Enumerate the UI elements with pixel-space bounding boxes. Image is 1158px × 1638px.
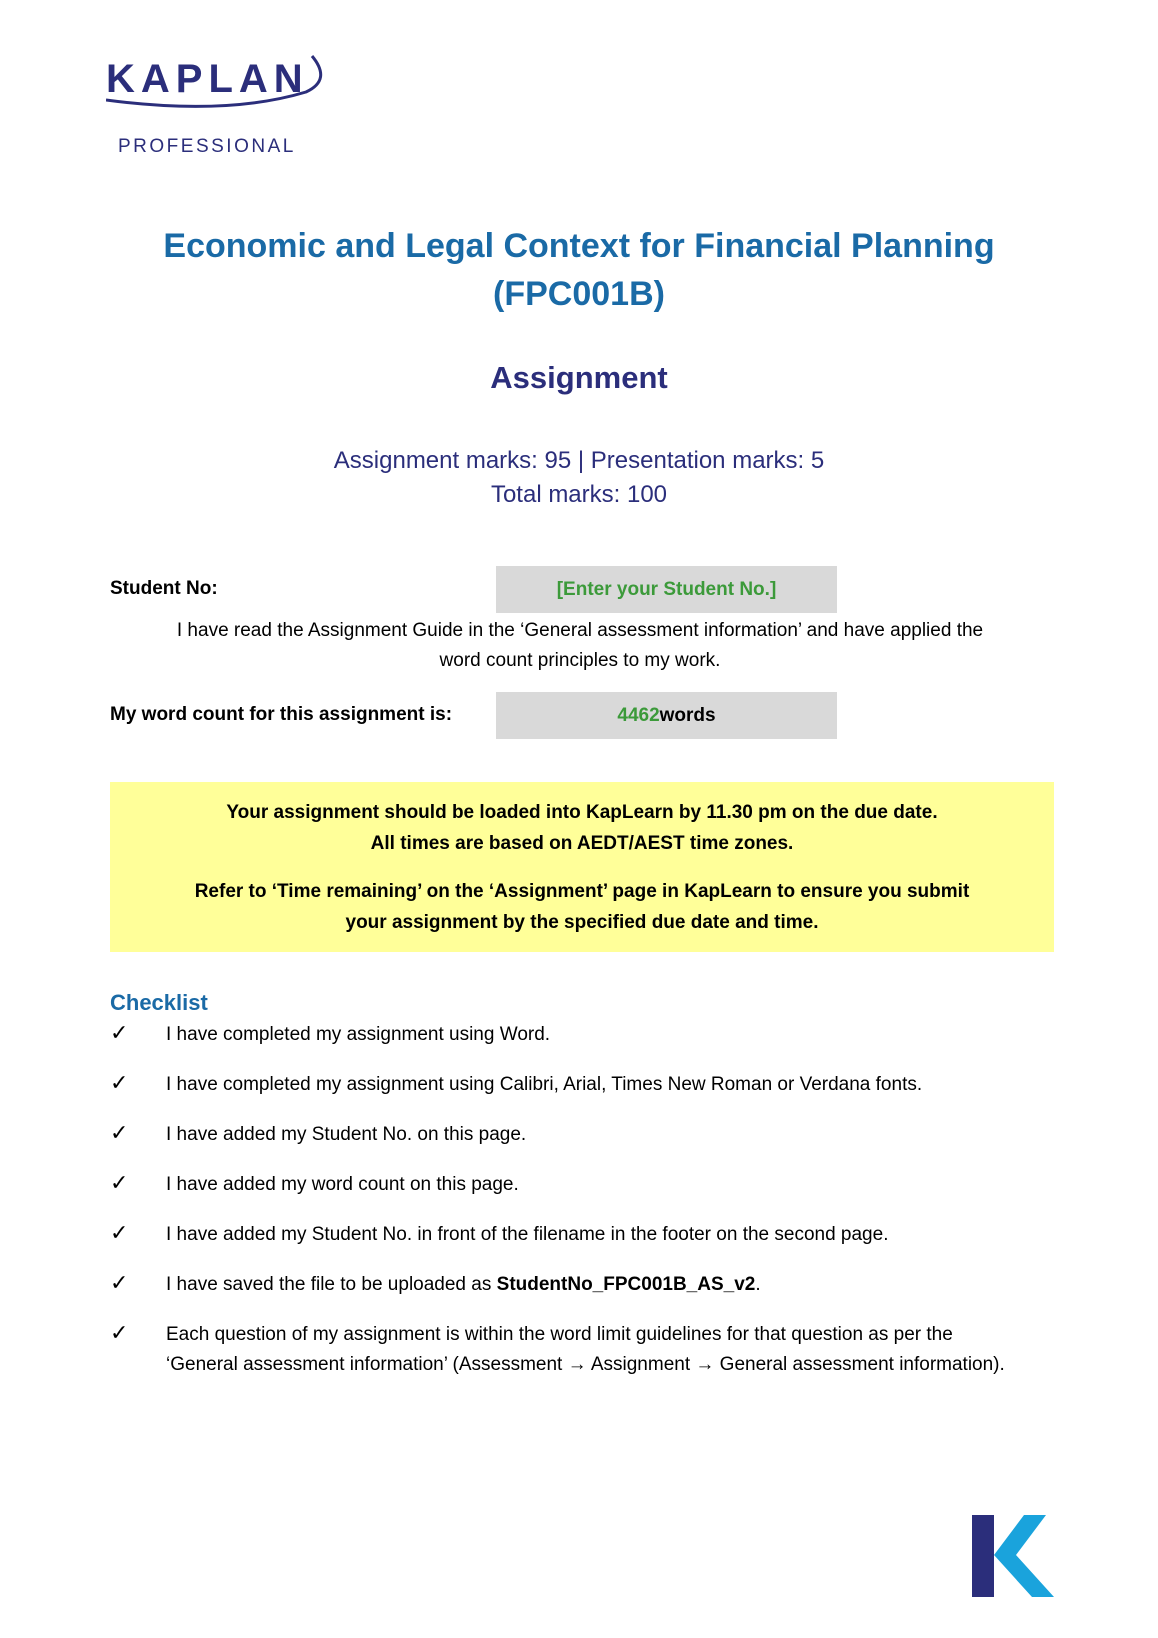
notice-line3: Refer to ‘Time remaining’ on the ‘Assignment’ page in KapLearn to ensure you submit xyxy=(194,881,970,902)
checklist-item xyxy=(110,1270,1070,1300)
checkmark-icon: ✓ xyxy=(110,1220,129,1245)
kaplan-k-icon xyxy=(972,1515,1054,1597)
word-count-unit: words xyxy=(659,704,716,726)
checklist-item xyxy=(110,1020,1070,1050)
kaplan-professional-logo xyxy=(106,52,346,172)
word-count-field[interactable] xyxy=(496,692,837,739)
checkmark-icon: ✓ xyxy=(110,1120,129,1145)
word-count-label: My word count for this assignment is: xyxy=(110,704,453,725)
checkmark-icon: ✓ xyxy=(110,1170,129,1195)
checklist-item-text xyxy=(166,1270,761,1300)
student-no-label: Student No: xyxy=(110,578,218,599)
checkmark-icon: ✓ xyxy=(110,1320,129,1345)
checklist-item xyxy=(110,1220,1070,1250)
declaration-line2: word count principles to my work. xyxy=(439,650,721,671)
checklist-item-text: I have added my Student No. on this page. xyxy=(166,1124,527,1145)
marks-total: Total marks: 100 xyxy=(490,481,668,508)
checklist-heading: Checklist xyxy=(110,990,208,1015)
word-count-value: 4462 xyxy=(617,704,660,726)
word-count-declaration xyxy=(140,616,1020,676)
checklist-item-text: I have completed my assignment using Calibri, Arial, Times New Roman or Verdana fonts. xyxy=(166,1074,923,1095)
course-title-line2: (FPC001B) xyxy=(493,275,665,313)
submission-notice xyxy=(110,782,1054,952)
student-no-placeholder: [Enter your Student No.] xyxy=(556,578,777,600)
k-stem xyxy=(972,1515,994,1597)
notice-line2: All times are based on AEDT/AEST time zones. xyxy=(370,833,794,854)
checklist xyxy=(110,1020,1070,1400)
student-no-field[interactable] xyxy=(496,566,837,613)
declaration-line1: I have read the Assignment Guide in the ‘General assessment information’ and have applied the xyxy=(176,620,984,641)
checkmark-icon: ✓ xyxy=(110,1070,129,1095)
checklist-item-text: I have added my word count on this page. xyxy=(166,1174,519,1195)
course-title xyxy=(100,222,1058,318)
checklist-item-text: I have completed my assignment using Word. xyxy=(166,1024,551,1045)
required-filename: StudentNo_FPC001B_AS_v2 xyxy=(496,1274,756,1295)
document-subtitle: Assignment xyxy=(490,360,668,395)
k-arms xyxy=(994,1515,1054,1597)
checkmark-icon: ✓ xyxy=(110,1270,129,1295)
notice-line4: your assignment by the specified due date and time. xyxy=(345,912,819,933)
logo-brand-text: KAPLAN xyxy=(106,57,309,101)
checklist-item-text: I have added my Student No. in front of the filename in the footer on the second page. xyxy=(166,1224,889,1245)
notice-line1: Your assignment should be loaded into KapLearn by 11.30 pm on the due date. xyxy=(226,802,938,823)
word-limit-line2: ‘General assessment information’ (Assessment → Assignment → General assessment information). xyxy=(166,1354,1005,1375)
filename-prefix: I have saved the file to be uploaded as xyxy=(166,1274,497,1295)
checklist-item xyxy=(110,1170,1070,1200)
checkmark-icon: ✓ xyxy=(110,1020,129,1045)
course-title-line1: Economic and Legal Context for Financial Planning xyxy=(163,227,995,265)
checklist-item-text xyxy=(166,1320,1005,1380)
filename-suffix: . xyxy=(755,1274,761,1295)
marks-summary xyxy=(100,444,1058,512)
checklist-item xyxy=(110,1120,1070,1150)
checklist-item xyxy=(110,1320,1070,1380)
marks-breakdown: Assignment marks: 95 | Presentation marks: 5 xyxy=(333,447,825,474)
word-limit-line1: Each question of my assignment is within the word limit guidelines for that question as per the xyxy=(166,1324,953,1345)
checklist-item xyxy=(110,1070,1070,1100)
logo-division-text: PROFESSIONAL xyxy=(118,136,296,157)
